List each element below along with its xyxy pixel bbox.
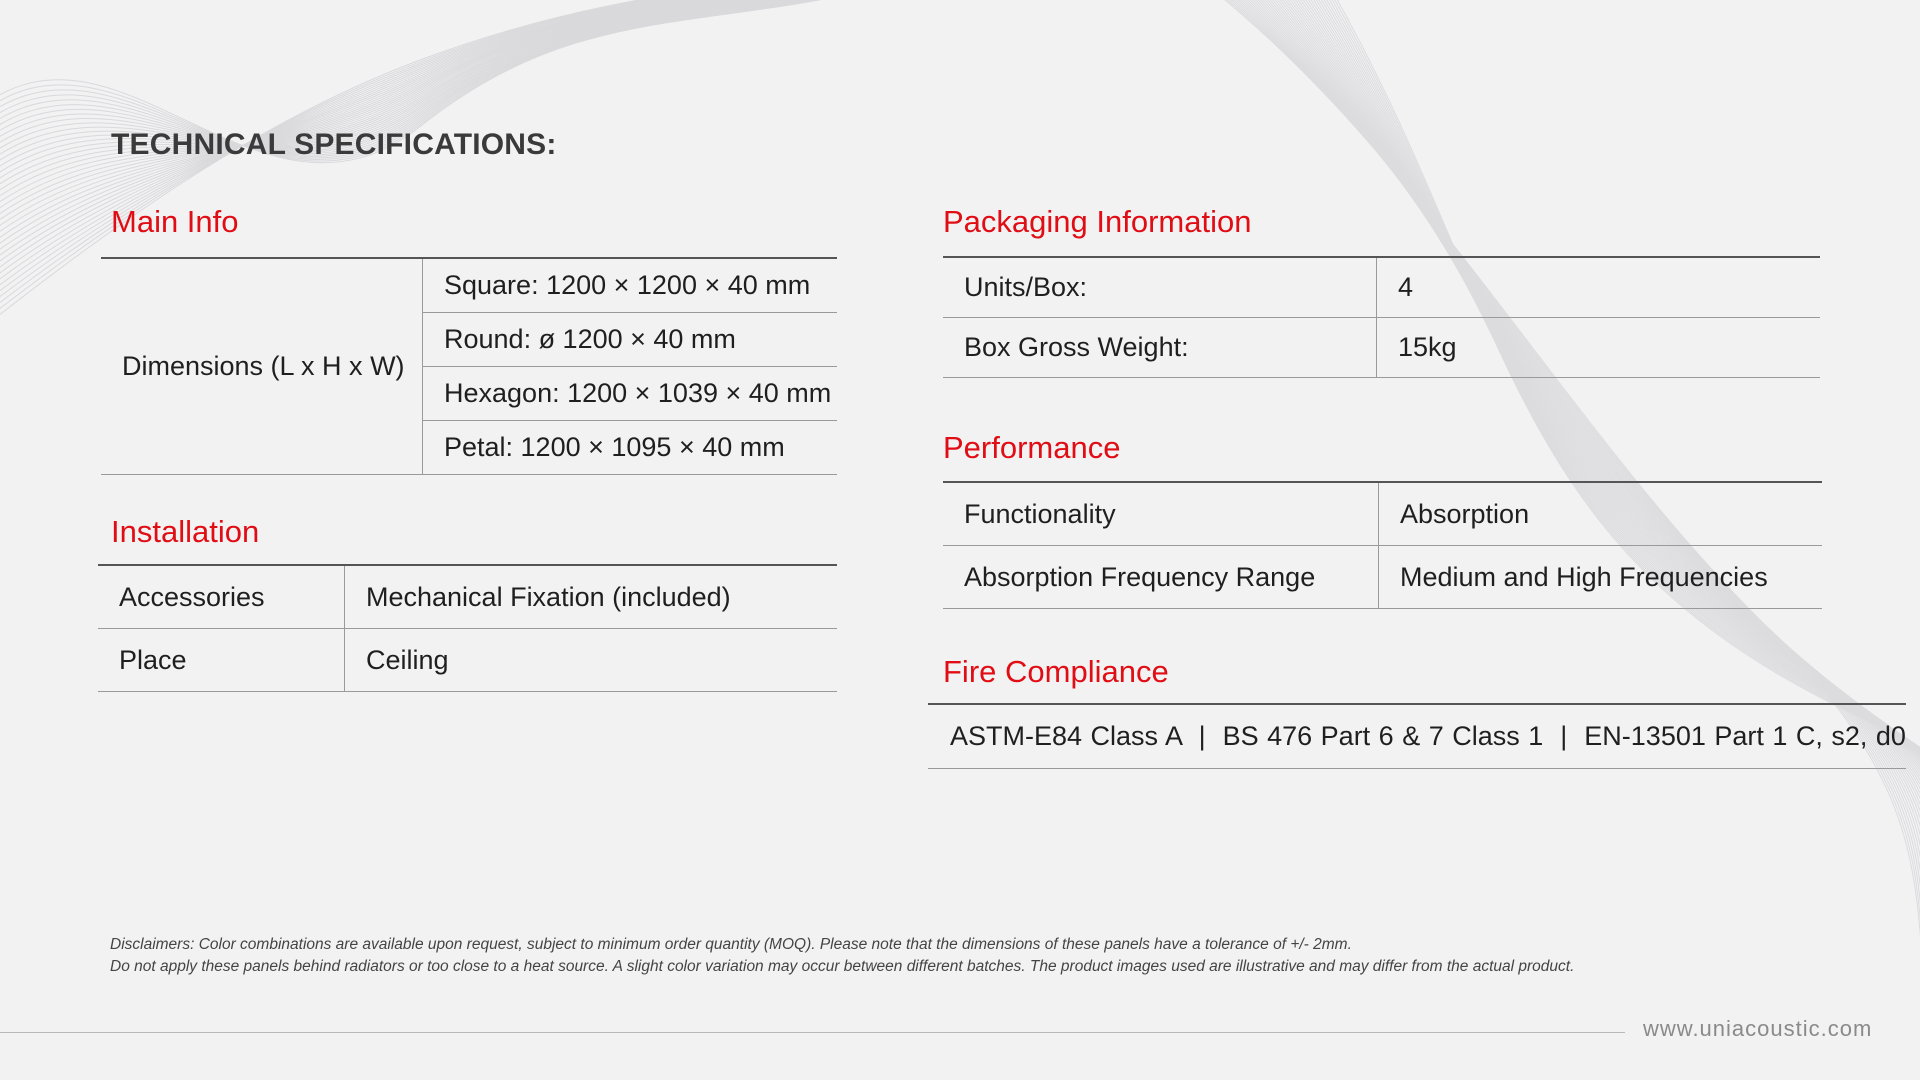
units-per-box-label: Units/Box: [943, 257, 1377, 318]
packaging-title: Packaging Information [943, 204, 1252, 239]
performance-title: Performance [943, 430, 1121, 465]
table-row [943, 482, 1822, 546]
place-label: Place [98, 629, 345, 692]
installation-title: Installation [111, 514, 260, 549]
functionality-value: Absorption [1379, 482, 1823, 546]
performance-table [943, 481, 1822, 609]
page-title: TECHNICAL SPECIFICATIONS: [111, 128, 557, 161]
table-row [928, 704, 1906, 769]
units-per-box-value: 4 [1377, 257, 1821, 318]
place-value: Ceiling [345, 629, 838, 692]
table-row [98, 565, 837, 629]
fire-compliance-title: Fire Compliance [943, 654, 1169, 689]
disclaimer-line-2: Do not apply these panels behind radiators or too close to a heat source. A slight color variation may occur between different batches. The product images used are illustrative and may differ from the actual product. [110, 958, 1575, 975]
table-row [943, 546, 1822, 609]
main-info-table [101, 257, 837, 475]
disclaimer-line-1: Disclaimers: Color combinations are available upon request, subject to minimum order quantity (MOQ). Please note that the dimensions of these panels have a tolerance of +/- 2mm. [110, 936, 1352, 953]
frequency-range-label: Absorption Frequency Range [943, 546, 1379, 609]
main-info-title: Main Info [111, 204, 239, 239]
table-row [943, 318, 1820, 378]
table-row [943, 257, 1820, 318]
accessories-value: Mechanical Fixation (included) [345, 565, 838, 629]
shape-hexagon-value: Hexagon: 1200 × 1039 × 40 mm [423, 367, 838, 421]
box-weight-value: 15kg [1377, 318, 1821, 378]
shape-square-value: Square: 1200 × 1200 × 40 mm [423, 258, 838, 313]
dimensions-label: Dimensions (L x H x W) [101, 258, 423, 475]
fire-compliance-table [928, 703, 1906, 769]
packaging-table [943, 256, 1820, 378]
box-weight-label: Box Gross Weight: [943, 318, 1377, 378]
footer-divider [0, 1032, 1625, 1033]
footer-website-url: www.uniacoustic.com [1643, 1016, 1873, 1041]
shape-petal-value: Petal: 1200 × 1095 × 40 mm [423, 421, 838, 475]
table-row [98, 629, 837, 692]
table-row [101, 258, 837, 313]
fire-compliance-value: ASTM-E84 Class A | BS 476 Part 6 & 7 Class 1 | EN-13501 Part 1 C, s2, d0 [928, 704, 1906, 769]
frequency-range-value: Medium and High Frequencies [1379, 546, 1823, 609]
shape-round-value: Round: ø 1200 × 40 mm [423, 313, 838, 367]
functionality-label: Functionality [943, 482, 1379, 546]
accessories-label: Accessories [98, 565, 345, 629]
disclaimer [110, 934, 1760, 978]
installation-table [98, 564, 837, 692]
